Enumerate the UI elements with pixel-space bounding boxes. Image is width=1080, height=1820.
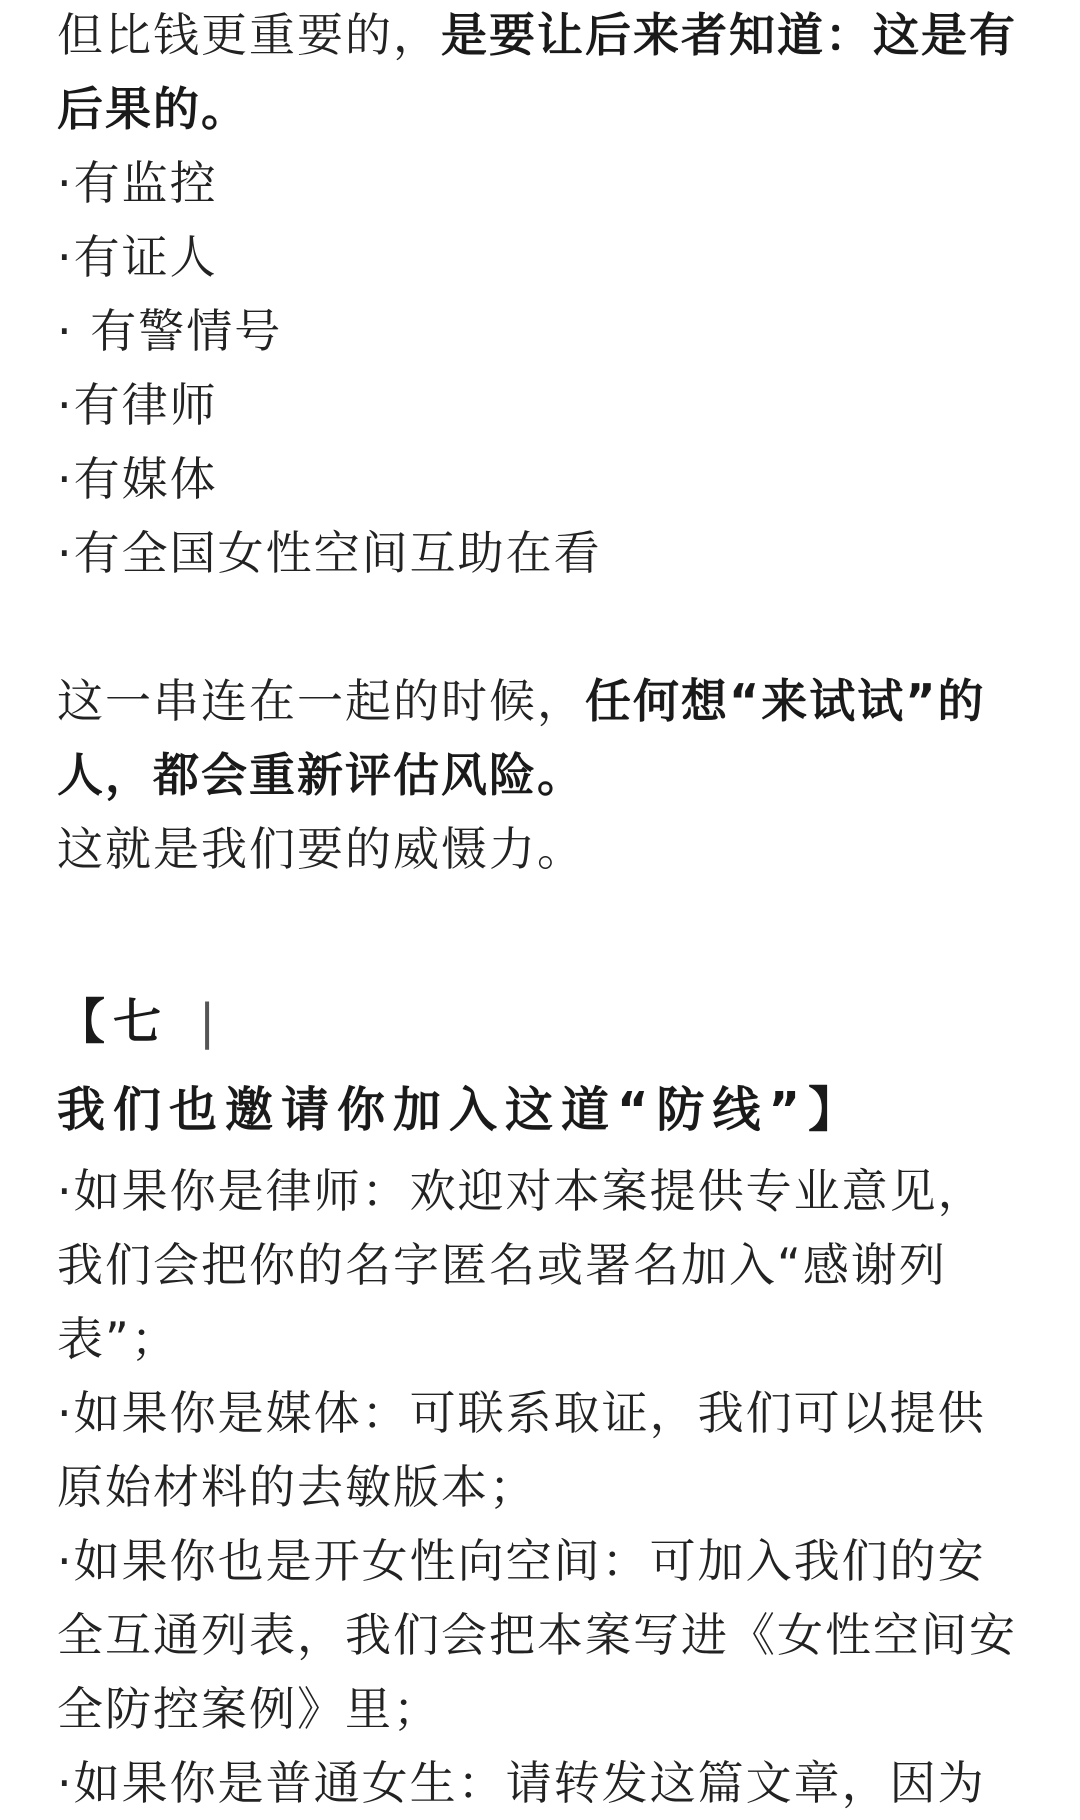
deterrence-conclusion: 这就是我们要的威慑力。 (57, 822, 585, 876)
consequence-item: ·有监控 (57, 156, 218, 210)
section-title: 我们也邀请你加入这道“防线”】 (57, 1082, 865, 1138)
consequence-item: ·有律师 (57, 378, 218, 432)
consequence-item: · 有警情号 (57, 304, 283, 358)
intro-paragraph (57, 0, 1027, 146)
section-number: 【七 (57, 994, 170, 1050)
section-spacer (57, 886, 1027, 978)
deterrence-emphasis-text: 任何想“来试试”的人，都会重新评估风险。 (57, 674, 986, 802)
invitation-media: ·如果你是媒体：可联系取证，我们可以提供原始材料的去敏版本； (57, 1386, 986, 1514)
heading-separator: | (199, 994, 216, 1050)
invitation-ordinary-women: ·如果你是普通女生：请转发这篇文章，因为 (57, 1756, 986, 1810)
article-body (57, 0, 1027, 1820)
invitation-women-space: ·如果你也是开女性向空间：可加入我们的安全互通列表，我们会把本案写进《女性空间安全防控案例》里； (57, 1534, 1017, 1736)
invitation-list (57, 1154, 1027, 1820)
consequence-item: ·有证人 (57, 230, 218, 284)
deterrence-paragraph (57, 664, 1027, 812)
paragraph-spacer (57, 590, 1027, 664)
intro-lead-text: 但比钱更重要的， (57, 8, 441, 62)
section-seven-heading (57, 978, 1027, 1154)
consequence-list (57, 146, 1027, 590)
deterrence-lead-text: 这一串连在一起的时候， (57, 674, 585, 728)
intro-emphasis-text: 是要让后来者知道：这是有后果的。 (57, 8, 1017, 136)
invitation-lawyer: ·如果你是律师：欢迎对本案提供专业意见，我们会把你的名字匿名或署名加入“感谢列表”； (57, 1164, 986, 1366)
consequence-item: ·有媒体 (57, 452, 218, 506)
consequence-item: ·有全国女性空间互助在看 (57, 526, 602, 580)
